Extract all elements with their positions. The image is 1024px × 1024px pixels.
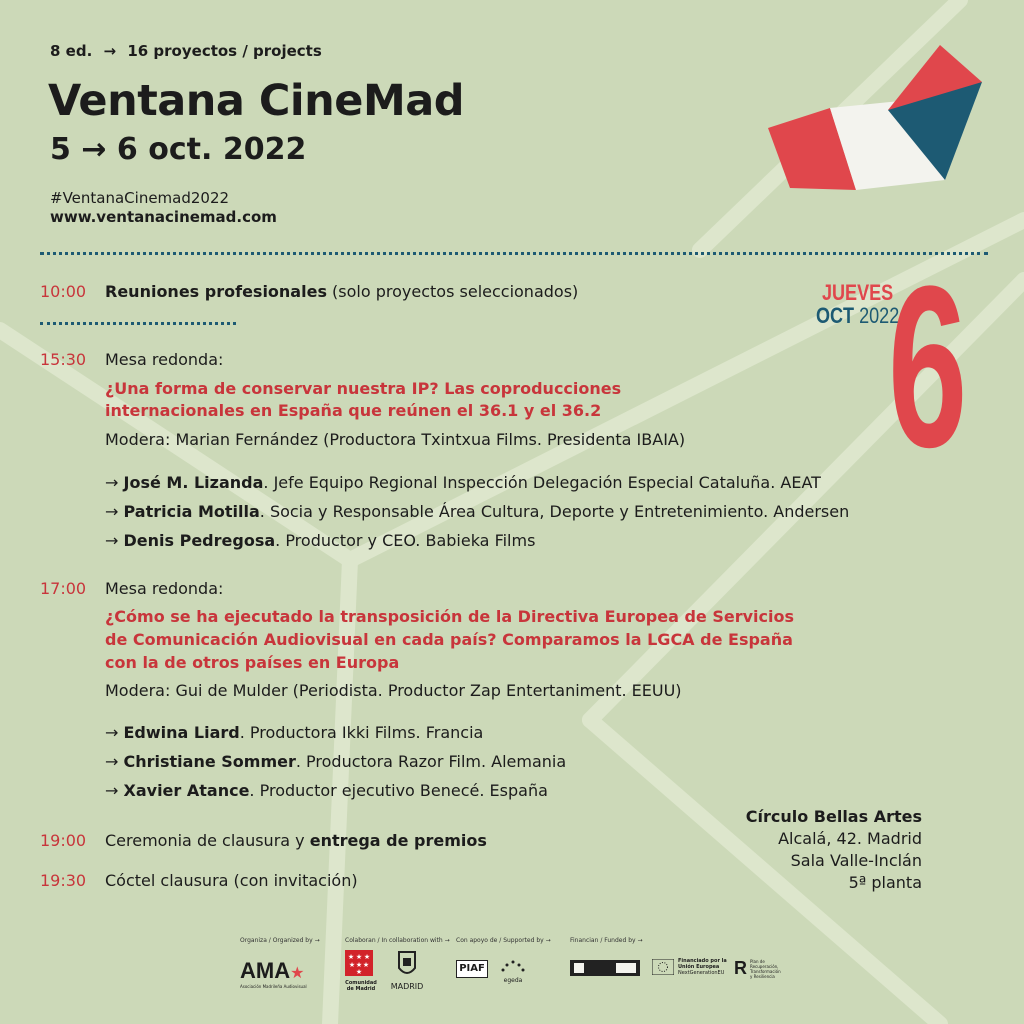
svg-text:★: ★	[355, 953, 363, 961]
arrow-icon: →	[105, 473, 119, 492]
speaker-item	[105, 502, 849, 521]
speaker-item	[105, 723, 483, 742]
time-slot-3: 17:00	[40, 579, 87, 598]
venue-room: Sala Valle-Inclán	[790, 851, 922, 870]
arrow-icon: →	[105, 752, 119, 771]
speaker-role: . Productora Razor Film. Alemania	[295, 752, 567, 771]
arrow-icon: →	[81, 132, 107, 167]
session-4	[105, 831, 487, 850]
svg-text:★: ★	[348, 961, 356, 969]
svg-text:★: ★	[355, 968, 363, 976]
session-3-title-line-3: con la de otros países en Europa	[105, 653, 400, 672]
arrow-icon: →	[105, 781, 119, 800]
comunidad-madrid-logo	[344, 950, 377, 992]
date-end: 6 oct. 2022	[116, 132, 307, 167]
madrid-shield-icon	[397, 950, 417, 978]
event-dates	[50, 131, 306, 169]
session-2-moderator: Modera: Marian Fernández (Productora Txintxua Films. Presidenta IBAIA)	[105, 430, 686, 449]
venue-block	[746, 806, 922, 894]
year: 2022	[859, 303, 900, 328]
eu-text: Financiado por la Unión Europea	[678, 958, 727, 970]
speaker-name: Edwina Liard	[123, 723, 240, 742]
speaker-role: . Socia y Responsable Área Cultura, Deporte y Entretenimiento. Andersen	[259, 502, 850, 521]
month-year	[816, 303, 899, 329]
ventana-logo-shape	[760, 40, 990, 205]
organized-by-label: Organiza / Organized by →	[240, 937, 320, 944]
session-2-label: Mesa redonda:	[105, 350, 224, 369]
funded-by-label: Financian / Funded by →	[570, 937, 643, 944]
dotted-divider	[40, 252, 988, 255]
session-1-rest: (solo proyectos seleccionados)	[326, 282, 579, 301]
comunidad-madrid-text: Comunidad de Madrid	[345, 980, 377, 992]
piaf-logo: PIAF	[456, 960, 488, 978]
month: OCT	[816, 303, 855, 328]
arrow-icon: →	[105, 723, 119, 742]
hashtag: #VentanaCinemad2022	[50, 189, 230, 207]
website-link[interactable]: www.ventanacinemad.com	[50, 208, 277, 226]
svg-text:★: ★	[355, 961, 363, 969]
edition: 8 ed.	[50, 42, 93, 60]
dotted-divider-short	[40, 322, 236, 325]
comunidad-madrid-flag-icon	[345, 950, 373, 976]
session-4-text: Ceremonia de clausura y	[105, 831, 310, 850]
session-3-title-line-2: de Comunicación Audiovisual en cada país? Comparamos la LGCA de España	[105, 630, 793, 649]
egeda-logo	[500, 958, 526, 984]
venue-floor: 5ª planta	[848, 873, 922, 892]
star-icon: ★	[290, 963, 305, 982]
date-start: 5	[50, 132, 71, 167]
speaker-item	[105, 752, 566, 771]
supported-by-label: Con apoyo de / Supported by →	[456, 937, 551, 944]
session-2-title-line-2: internacionales en España que reúnen el 36.1 y el 36.2	[105, 401, 602, 420]
page-title: Ventana CineMad	[48, 76, 465, 126]
time-slot-2: 15:30	[40, 350, 87, 369]
prtr-logo	[734, 958, 784, 979]
session-1-bold: Reuniones profesionales	[105, 282, 327, 301]
speaker-item	[105, 781, 548, 800]
speaker-role: . Jefe Equipo Regional Inspección Delegación Especial Cataluña. AEAT	[263, 473, 821, 492]
time-slot-1: 10:00	[40, 282, 87, 301]
session-5: Cóctel clausura (con invitación)	[105, 871, 358, 890]
speaker-name: Patricia Motilla	[123, 502, 260, 521]
session-4-bold: entrega de premios	[309, 831, 487, 850]
eu-text-block	[678, 958, 734, 976]
arrow-icon: →	[105, 502, 119, 521]
speaker-name: Xavier Atance	[123, 781, 250, 800]
speaker-role: . Productor y CEO. Babieka Films	[275, 531, 536, 550]
speaker-role: . Productora Ikki Films. Francia	[239, 723, 484, 742]
svg-text:★: ★	[363, 953, 371, 961]
arrow-icon: →	[103, 42, 117, 60]
svg-text:★: ★	[362, 961, 370, 969]
ministry-band-icon	[616, 963, 636, 973]
speaker-name: Christiane Sommer	[123, 752, 296, 771]
prtr-text: Plan de Recuperación, Transformación y Resiliencia	[750, 958, 781, 979]
arrow-icon: →	[105, 531, 119, 550]
weekday: JUEVES	[822, 280, 894, 305]
edition-line	[50, 42, 322, 60]
madrid-text: MADRID	[390, 982, 424, 991]
ama-subtitle: Asociación Madrileña Audiovisual	[240, 984, 307, 989]
projects-count: 16 proyectos / projects	[127, 42, 322, 60]
speaker-name: Denis Pedregosa	[123, 531, 276, 550]
spain-coat-icon	[574, 963, 584, 973]
day-number: 6	[888, 238, 968, 495]
ama-text: AMA	[240, 958, 291, 983]
session-1	[105, 282, 578, 301]
collaboration-label: Colaboran / In collaboration with →	[345, 937, 450, 944]
venue-name: Círculo Bellas Artes	[745, 807, 922, 826]
madrid-city-logo	[388, 950, 426, 991]
svg-text:★: ★	[347, 953, 355, 961]
prtr-r-icon: R	[734, 958, 747, 978]
eu-subtext: NextGenerationEU	[678, 970, 725, 976]
egeda-text: egeda	[503, 977, 523, 984]
session-3-moderator: Modera: Gui de Mulder (Periodista. Productor Zap Entertaniment. EEUU)	[105, 681, 682, 700]
speaker-item	[105, 531, 535, 550]
eu-flag-icon	[652, 959, 674, 975]
time-slot-4: 19:00	[40, 831, 87, 850]
ama-logo	[240, 958, 307, 989]
speaker-role: . Productor ejecutivo Benecé. España	[249, 781, 548, 800]
egeda-dots-icon	[500, 959, 526, 973]
session-2-title-line-1: ¿Una forma de conservar nuestra IP? Las coproducciones	[105, 379, 622, 398]
gobierno-espana-logo	[570, 960, 640, 976]
speaker-item	[105, 473, 821, 492]
speaker-name: José M. Lizanda	[123, 473, 264, 492]
venue-address: Alcalá, 42. Madrid	[778, 829, 922, 848]
eu-logo	[652, 958, 734, 976]
session-3-label: Mesa redonda:	[105, 579, 224, 598]
time-slot-5: 19:30	[40, 871, 87, 890]
session-3-title-line-1: ¿Cómo se ha ejecutado la transposición de la Directiva Europea de Servicios	[105, 607, 795, 626]
